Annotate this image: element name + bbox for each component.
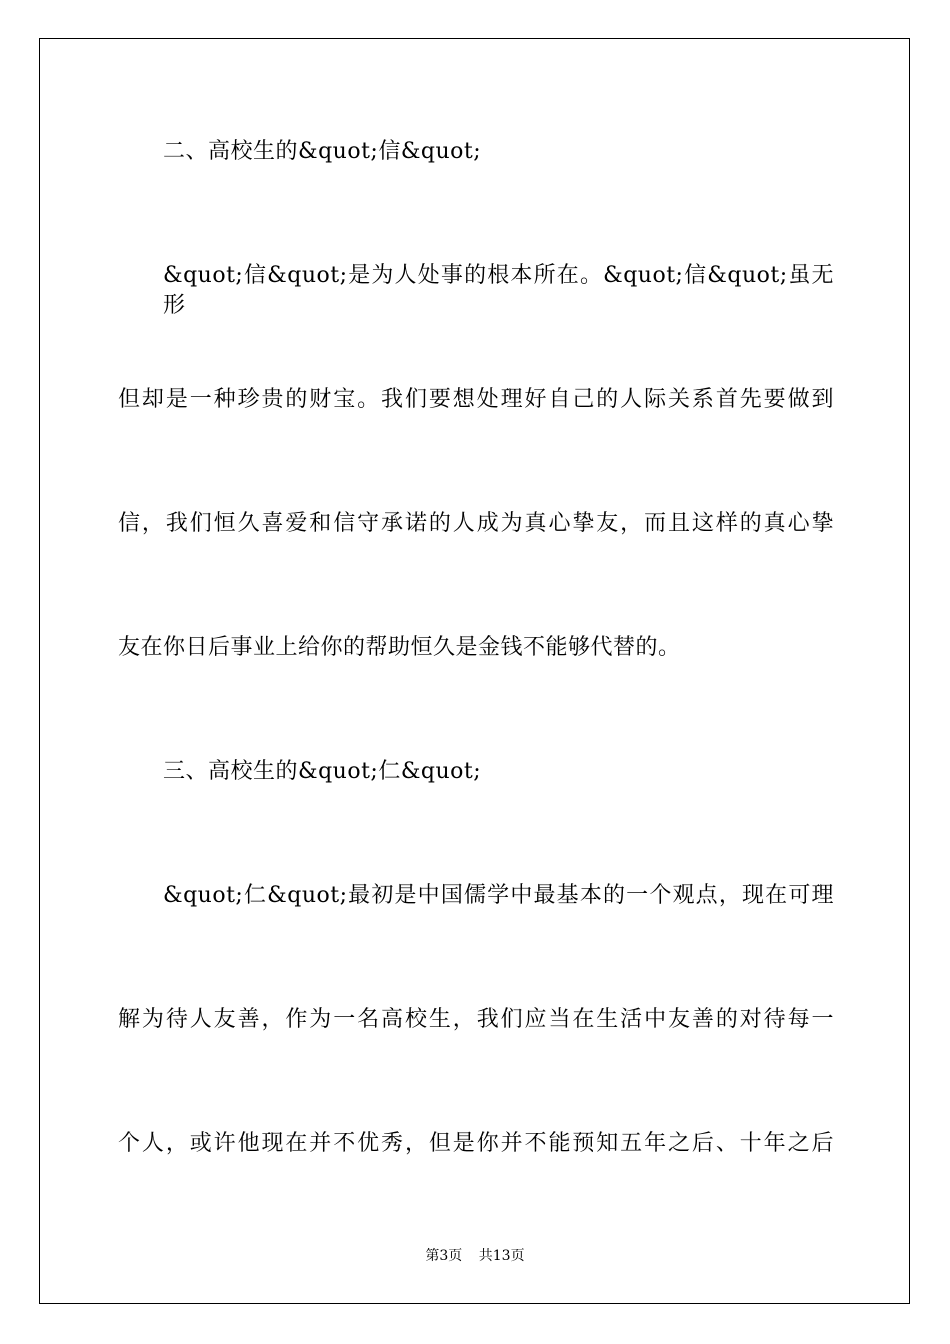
paragraph-line: 友在你日后事业上给你的帮助恒久是金钱不能够代替的。: [118, 635, 681, 660]
paragraph-line: 信，我们恒久喜爱和信守承诺的人成为真心挚友，而且这样的真心挚: [118, 511, 834, 536]
paragraph-line: 但却是一种珍贵的财宝。我们要想处理好自己的人际关系首先要做到: [118, 387, 834, 412]
paragraph-line: 个人，或许他现在并不优秀，但是你并不能预知五年之后、十年之后: [118, 1131, 834, 1156]
page-number: 第3页: [425, 1248, 463, 1264]
page-footer: [0, 1247, 950, 1265]
paragraph-line: &quot;仁&quot;最初是中国儒学中最基本的一个观点，现在可理: [163, 883, 834, 908]
section-heading-xin: 二、高校生的&quot;信&quot;: [163, 139, 482, 164]
section-heading-ren: 三、高校生的&quot;仁&quot;: [163, 759, 482, 784]
paragraph-line: &quot;信&quot;是为人处事的根本所在。&quot;信&quot;虽无形: [163, 263, 834, 318]
page-border: [39, 38, 910, 1304]
page-total: 共13页: [478, 1248, 525, 1264]
paragraph-line: 解为待人友善，作为一名高校生，我们应当在生活中友善的对待每一: [118, 1007, 834, 1032]
